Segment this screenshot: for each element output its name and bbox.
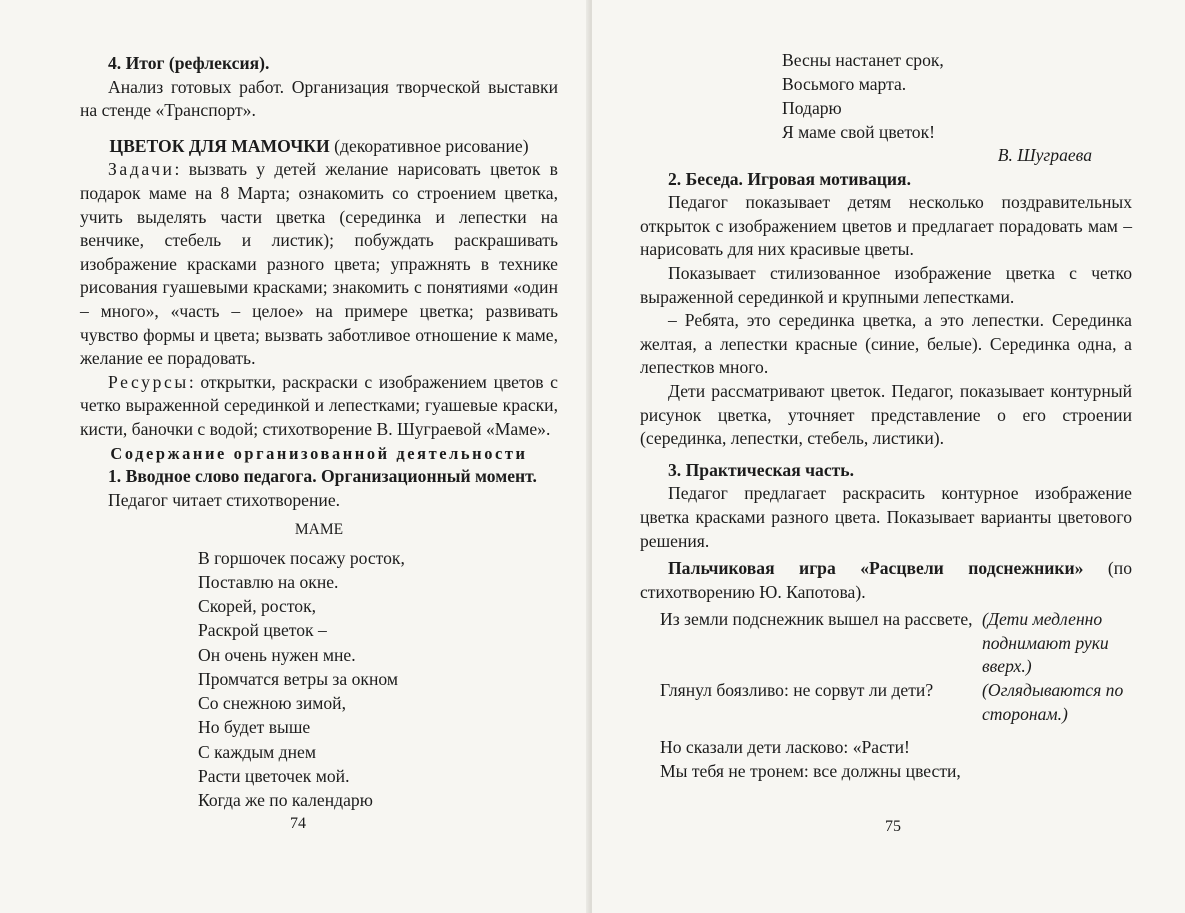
- poem-line: В горшочек посажу росток,: [198, 547, 405, 568]
- game-line: Мы тебя не тронем: все должны цвести,: [660, 760, 961, 781]
- section1-text: Педагог читает стихотворение.: [108, 489, 341, 510]
- finger-game-verses: [640, 608, 1132, 783]
- game-note: (Оглядываются по сторонам.): [982, 680, 1124, 724]
- game-note: [982, 736, 1132, 760]
- section4-heading: 4. Итог (рефлексия).: [108, 53, 270, 73]
- game-line: Но сказали дети ласково: «Расти!: [660, 737, 910, 758]
- section2-paragraph: Педагог показывает детям несколько поздравительных открыток с изображением цветов и предлагает порадовать мам – нарисовать для них красивые цветы.: [640, 192, 1132, 260]
- poem-line: Он очень нужен мне.: [198, 644, 356, 665]
- poem: [80, 546, 558, 812]
- poem-line: Промчатся ветры за окном: [198, 668, 398, 689]
- poem-line: Когда же по календарю: [198, 789, 373, 810]
- page-number-right: 75: [885, 818, 901, 835]
- poem-line: С каждым днем: [198, 741, 316, 762]
- section2-paragraph: Показывает стилизованное изображение цветка с четко выраженной серединкой и крупными лепестками.: [640, 262, 1132, 307]
- tasks-text: : вызвать у детей желание нарисовать цветок в подарок маме на 8 Марта; ознакомить со строением цветка, учить выделять части цветка (серединка и лепестки на венчике, стебель и листик); побуждать раскрашивать изображение красками разного цвета; упражнять в технике рисования гуашевыми красками; знакомить с понятиями «один – много», «часть – целое» на примере цветка; развивать чувство формы и цвета; вызвать заботливое отношение к маме, желание ее порадовать.: [80, 159, 558, 369]
- poem-line: Восьмого марта.: [782, 74, 907, 94]
- finger-game-title: Пальчиковая игра «Расцвели подснежники»: [668, 558, 1084, 579]
- tasks-label: Задачи: [108, 159, 175, 180]
- game-note: [982, 760, 1132, 784]
- section2-heading: 2. Беседа. Игровая мотивация.: [668, 168, 911, 189]
- resources-text: : открытки, раскраски с изображением цветов с четко выраженной серединкой и лепестками; гуашевые краски, кисти, баночки с водой; стихотворение В. Шуграевой «Маме».: [80, 371, 558, 439]
- tasks-paragraph: [80, 158, 558, 370]
- right-page: [592, 0, 1185, 913]
- lesson-subtitle: (декоративное рисование): [329, 135, 529, 156]
- poem-line: Раскрой цветок –: [198, 620, 327, 641]
- game-note: (Дети медленно поднимают руки вверх.): [982, 609, 1109, 677]
- poem-line: Но будет выше: [198, 717, 311, 738]
- poem-line: Поставлю на окне.: [198, 572, 339, 593]
- resources-paragraph: [80, 371, 558, 442]
- game-line: Глянул боязливо: не сорвут ли дети?: [660, 680, 934, 701]
- game-row: [640, 679, 1132, 726]
- poem-author: В. Шуграева: [997, 145, 1092, 165]
- finger-game-intro: [640, 557, 1132, 604]
- section3-text: Педагог предлагает раскрасить контурное изображение цветка красками разного цвета. Показывает варианты цветового решения.: [640, 483, 1132, 551]
- game-row: [640, 608, 1132, 679]
- finger-game-suffix: (по стихотворению Ю. Капотова).: [640, 558, 1132, 602]
- lesson-title: [80, 135, 558, 159]
- left-page-content: [80, 52, 558, 812]
- left-page: [0, 0, 590, 913]
- game-row: [640, 760, 1132, 784]
- section2-paragraph: – Ребята, это серединка цветка, а это лепестки. Серединка желтая, а лепестки красные (синие, белые). Серединка одна, а лепестков много.: [640, 310, 1132, 378]
- lesson-title-main: ЦВЕТОК ДЛЯ МАМОЧКИ: [109, 135, 330, 156]
- poem-line: Подарю: [782, 98, 842, 118]
- poem-line: Со снежною зимой,: [198, 693, 346, 714]
- poem-line: Скорей, росток,: [198, 596, 317, 617]
- game-line: Из земли подснежник вышел на рассвете,: [660, 609, 973, 630]
- right-page-content: [640, 52, 1132, 783]
- section1-heading: 1. Вводное слово педагога. Организационный момент.: [108, 466, 537, 487]
- poem-title: МАМЕ: [294, 521, 344, 539]
- poem-line: Я маме свой цветок!: [782, 122, 935, 142]
- poem-continuation: [640, 48, 1132, 144]
- section3-heading: 3. Практическая часть.: [668, 459, 854, 480]
- section2-paragraph: Дети рассматривают цветок. Педагог, показывает контурный рисунок цветка, уточняет представление о его строении (серединка, лепестки, стебель, листики).: [640, 380, 1132, 449]
- section4-text: Анализ готовых работ. Организация творческой выставки на стенде «Транспорт».: [80, 76, 558, 121]
- content-heading: Содержание организованной деятельности: [110, 443, 528, 463]
- poem-line: Весны настанет срок,: [782, 50, 944, 70]
- resources-label: Ресурсы: [108, 371, 189, 392]
- game-row: [640, 736, 1132, 760]
- poem-line: Расти цветочек мой.: [198, 765, 350, 786]
- page-number-left: 74: [290, 815, 306, 832]
